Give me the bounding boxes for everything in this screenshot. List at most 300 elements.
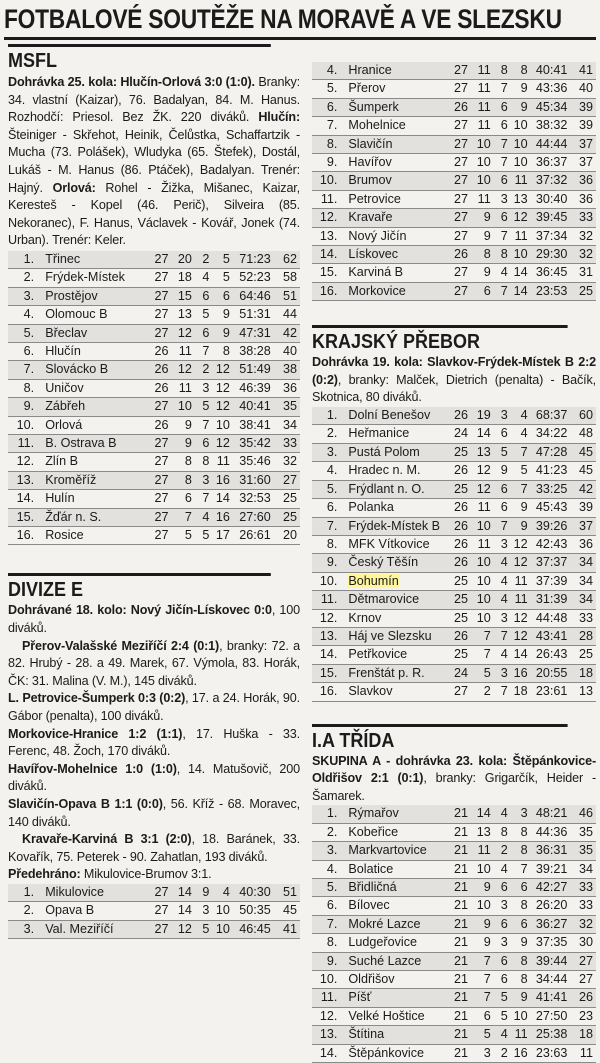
table-cell: 11.: [312, 190, 340, 208]
table-cell: 27:60: [233, 508, 274, 526]
table-cell: 6: [494, 499, 511, 517]
table-cell: 7: [494, 282, 511, 300]
team-name: Frýdek-Místek: [37, 269, 148, 287]
table-cell: 7.: [312, 117, 340, 135]
team-name: Petrovice: [340, 190, 448, 208]
table-cell: 27: [148, 251, 171, 269]
table-cell: 6: [494, 915, 511, 933]
table-cell: 4: [494, 591, 511, 609]
divize-standings-table-part1: [8, 884, 300, 939]
table-cell: 21: [448, 915, 471, 933]
table-cell: 9: [511, 934, 531, 952]
table-cell: 36: [570, 172, 596, 190]
table-cell: 23:63: [531, 1044, 571, 1062]
table-cell: 3: [494, 609, 511, 627]
table-cell: 8: [511, 952, 531, 970]
table-cell: 25: [570, 282, 596, 300]
report-text: , branky: Malček, Dietrich (penalta) - Bačík, Skotnica, 80 diváků.: [312, 372, 596, 405]
table-cell: 7.: [312, 517, 340, 535]
table-cell: 26: [448, 535, 471, 553]
table-cell: 36:27: [531, 915, 571, 933]
table-cell: 17: [212, 527, 232, 545]
team-name: Kroměříž: [37, 471, 148, 489]
match-report: [8, 866, 300, 884]
report-bold-text: Kravaře-Karviná B 3:1 (2:0): [22, 832, 192, 847]
table-row: [312, 462, 596, 480]
table-cell: 12: [511, 209, 531, 227]
table-cell: 52:23: [233, 269, 274, 287]
table-cell: 41: [570, 62, 596, 80]
table-cell: 44:36: [531, 823, 571, 841]
table-cell: 9: [471, 264, 494, 282]
table-cell: 23: [570, 1007, 596, 1025]
table-cell: 31:60: [233, 471, 274, 489]
table-row: [8, 490, 300, 508]
table-row: [8, 398, 300, 416]
team-name: Hradec n. M.: [340, 462, 448, 480]
page-headline: FOTBALOVÉ SOUTĚŽE NA MORAVĚ A VE SLEZSKU: [4, 4, 562, 34]
table-cell: 37:34: [531, 227, 571, 245]
table-cell: 10: [471, 572, 494, 590]
table-cell: 7: [195, 342, 213, 360]
divize-results: [8, 602, 300, 884]
table-cell: 34: [570, 860, 596, 878]
table-cell: 5: [212, 251, 232, 269]
table-cell: 5: [494, 443, 511, 461]
match-report: [8, 761, 300, 796]
table-cell: 26: [448, 554, 471, 572]
match-report: [8, 638, 300, 691]
table-cell: 40:30: [233, 884, 274, 902]
report-text: Rohel - Žižka, Mišanec, Kaizar, Keresteš - Kopel (46. Perič), Silveira (85. Nekoranec), F. Hanus, Václavek - Kovář, Jonek (74. Urban). Trenér: Keler.: [8, 180, 300, 248]
table-cell: 25: [448, 480, 471, 498]
table-cell: 15.: [8, 508, 37, 526]
table-cell: 31: [570, 264, 596, 282]
team-name: Zábřeh: [37, 398, 148, 416]
report-text: , 17. Huška - 33. Ferenc, 48. Žoch, 170 diváků.: [8, 726, 300, 759]
table-cell: 7: [511, 480, 531, 498]
match-report: [8, 726, 300, 761]
table-cell: 10: [212, 920, 232, 938]
table-row: [8, 902, 300, 920]
table-cell: 9: [471, 915, 494, 933]
table-cell: 9: [511, 80, 531, 98]
table-cell: 27: [448, 154, 471, 172]
table-cell: 27: [448, 683, 471, 701]
table-cell: 32: [570, 227, 596, 245]
table-cell: 2: [471, 683, 494, 701]
table-cell: 11: [511, 591, 531, 609]
table-cell: 7: [494, 227, 511, 245]
table-cell: 14: [511, 646, 531, 664]
table-cell: 12: [172, 361, 195, 379]
table-cell: 15.: [312, 664, 340, 682]
table-cell: 27: [570, 952, 596, 970]
table-cell: 29:30: [531, 246, 571, 264]
table-cell: 24: [448, 425, 471, 443]
table-cell: 6: [494, 172, 511, 190]
table-cell: 9: [212, 324, 232, 342]
table-cell: 37: [570, 135, 596, 153]
table-row: [312, 683, 596, 701]
table-cell: 38:28: [233, 342, 274, 360]
table-cell: 10: [471, 897, 494, 915]
table-cell: 5: [172, 527, 195, 545]
table-cell: 48:21: [531, 805, 571, 823]
table-cell: 39: [570, 499, 596, 517]
table-cell: 51: [274, 287, 300, 305]
table-row: [312, 805, 596, 823]
table-cell: 6: [494, 971, 511, 989]
table-row: [312, 135, 596, 153]
table-cell: 16.: [8, 527, 37, 545]
table-cell: 10: [471, 860, 494, 878]
table-row: [312, 952, 596, 970]
table-cell: 5: [494, 1007, 511, 1025]
table-cell: 24: [448, 664, 471, 682]
krajsky-report: [312, 354, 596, 407]
table-row: [8, 884, 300, 902]
table-cell: 8.: [8, 379, 37, 397]
table-cell: 10.: [8, 416, 37, 434]
report-text: Mikulovice-Brumov 3:1.: [80, 867, 212, 882]
table-cell: 14: [511, 282, 531, 300]
divize-title: DIVIZE E: [8, 573, 271, 602]
report-bold-text: Předehráno:: [8, 867, 81, 882]
match-report: [8, 796, 300, 831]
table-row: [312, 443, 596, 461]
table-cell: 30:40: [531, 190, 571, 208]
table-cell: 41:41: [531, 989, 571, 1007]
table-cell: 35: [274, 398, 300, 416]
table-row: [312, 480, 596, 498]
table-cell: 36:45: [531, 264, 571, 282]
table-cell: 21: [448, 971, 471, 989]
table-cell: 25: [448, 646, 471, 664]
table-cell: 7: [494, 627, 511, 645]
table-cell: 16: [212, 508, 232, 526]
table-cell: 9.: [312, 952, 340, 970]
table-cell: 14: [471, 425, 494, 443]
table-row: [312, 154, 596, 172]
table-cell: 40: [570, 80, 596, 98]
table-cell: 36: [274, 379, 300, 397]
table-cell: 6.: [8, 342, 37, 360]
table-cell: 11: [511, 572, 531, 590]
team-name: Frýdlant n. O.: [340, 480, 448, 498]
table-cell: 34: [570, 591, 596, 609]
team-name: Český Těšín: [340, 554, 448, 572]
table-cell: 34: [570, 554, 596, 572]
team-name: Brumov: [340, 172, 448, 190]
table-cell: 7: [494, 517, 511, 535]
table-cell: 7: [494, 135, 511, 153]
table-cell: 4.: [8, 306, 37, 324]
table-cell: 15: [172, 287, 195, 305]
table-row: [8, 920, 300, 938]
table-cell: 6: [494, 952, 511, 970]
table-cell: 11: [471, 80, 494, 98]
team-name: Břeclav: [37, 324, 148, 342]
team-name: Mohelnice: [340, 117, 448, 135]
table-cell: 42:27: [531, 878, 571, 896]
itrida-standings-table: [312, 805, 596, 1063]
table-cell: 32: [274, 453, 300, 471]
table-cell: 9: [471, 227, 494, 245]
table-row: [312, 842, 596, 860]
table-cell: 11.: [312, 989, 340, 1007]
table-cell: 11: [172, 342, 195, 360]
table-row: [312, 554, 596, 572]
table-row: [312, 517, 596, 535]
table-cell: 8: [195, 453, 213, 471]
table-cell: 27: [148, 398, 171, 416]
table-cell: 6: [494, 117, 511, 135]
team-name: Frenštát p. R.: [340, 664, 448, 682]
table-cell: 34:44: [531, 971, 571, 989]
table-cell: 1.: [312, 407, 340, 425]
table-cell: 36:31: [531, 842, 571, 860]
table-cell: 26: [148, 379, 171, 397]
table-cell: 33: [570, 609, 596, 627]
table-cell: 14: [172, 902, 195, 920]
table-row: [312, 915, 596, 933]
table-cell: 10: [471, 591, 494, 609]
table-cell: 33:25: [531, 480, 571, 498]
table-cell: 10: [511, 154, 531, 172]
table-cell: 21: [448, 823, 471, 841]
table-cell: 6: [172, 490, 195, 508]
table-cell: 62: [274, 251, 300, 269]
table-cell: 2: [195, 251, 213, 269]
team-name: Pustá Polom: [340, 443, 448, 461]
table-cell: 33: [570, 878, 596, 896]
table-cell: 7: [494, 154, 511, 172]
table-cell: 26: [448, 462, 471, 480]
table-cell: 7.: [312, 915, 340, 933]
table-cell: 3.: [312, 842, 340, 860]
team-name: Orlová: [37, 416, 148, 434]
table-cell: 12: [511, 554, 531, 572]
table-cell: 6: [471, 1007, 494, 1025]
table-cell: 10: [471, 517, 494, 535]
team-name: Zlín B: [37, 453, 148, 471]
table-cell: 26:61: [233, 527, 274, 545]
table-row: [312, 227, 596, 245]
team-name: Opava B: [37, 902, 148, 920]
table-cell: 3: [195, 379, 213, 397]
table-row: [312, 627, 596, 645]
report-text: , branky: Grigarčík, Heider - Šamarek.: [312, 771, 596, 803]
table-cell: 26:43: [531, 646, 571, 664]
table-cell: 35: [570, 842, 596, 860]
table-cell: 35:42: [233, 435, 274, 453]
table-cell: 20: [274, 527, 300, 545]
table-cell: 6: [471, 282, 494, 300]
table-cell: 32:53: [233, 490, 274, 508]
table-cell: 11: [471, 499, 494, 517]
table-cell: 39:44: [531, 952, 571, 970]
table-cell: 6: [511, 878, 531, 896]
table-cell: 9: [471, 934, 494, 952]
table-cell: 6: [494, 209, 511, 227]
team-name: Dětmarovice: [340, 591, 448, 609]
table-cell: 6.: [312, 499, 340, 517]
report-text: , 56. Kříž - 68. Moravec, 140 diváků.: [8, 796, 300, 829]
table-cell: 9.: [312, 154, 340, 172]
table-row: [312, 172, 596, 190]
table-row: [312, 971, 596, 989]
table-cell: 27: [570, 971, 596, 989]
table-cell: 4: [494, 572, 511, 590]
team-name: Třinec: [37, 251, 148, 269]
report-text: , 17. a 24. Horák, 90. Gábor (penalta), 100 diváků.: [8, 691, 300, 723]
team-name: Šumperk: [340, 98, 448, 116]
table-cell: 18: [172, 269, 195, 287]
table-cell: 18: [570, 1026, 596, 1044]
table-cell: 45: [570, 443, 596, 461]
table-cell: 12: [511, 535, 531, 553]
table-cell: 8.: [312, 135, 340, 153]
table-cell: 2.: [312, 425, 340, 443]
table-cell: 7: [471, 646, 494, 664]
table-cell: 33: [570, 209, 596, 227]
table-cell: 12: [511, 627, 531, 645]
table-cell: 27: [448, 117, 471, 135]
table-row: [8, 287, 300, 305]
report-bold-text: Hlučín:: [258, 110, 300, 125]
table-cell: 26:20: [531, 897, 571, 915]
match-report: [8, 831, 300, 866]
table-cell: 27: [148, 920, 171, 938]
table-cell: 10: [471, 135, 494, 153]
table-cell: 13: [172, 306, 195, 324]
table-cell: 20: [172, 251, 195, 269]
table-cell: 47:31: [233, 324, 274, 342]
team-name: Velké Hoštice: [340, 1007, 448, 1025]
table-cell: 21: [448, 952, 471, 970]
table-cell: 50:35: [233, 902, 274, 920]
table-cell: 21: [448, 805, 471, 823]
team-name: Polanka: [340, 499, 448, 517]
table-cell: 5: [494, 989, 511, 1007]
table-cell: 25:38: [531, 1026, 571, 1044]
table-cell: 27: [448, 62, 471, 80]
table-row: [312, 407, 596, 425]
table-cell: 26: [148, 416, 171, 434]
table-cell: 5: [195, 306, 213, 324]
table-cell: 10.: [312, 971, 340, 989]
table-cell: 5.: [8, 324, 37, 342]
table-cell: 36: [570, 190, 596, 208]
table-cell: 27: [448, 80, 471, 98]
table-cell: 7: [471, 627, 494, 645]
table-cell: 37:39: [531, 572, 571, 590]
table-row: [8, 435, 300, 453]
table-cell: 37:37: [531, 554, 571, 572]
table-cell: 21: [448, 878, 471, 896]
team-name: Štítina: [340, 1026, 448, 1044]
table-cell: 42: [274, 324, 300, 342]
table-cell: 10: [471, 609, 494, 627]
table-cell: 4: [494, 646, 511, 664]
table-cell: 27: [448, 135, 471, 153]
table-cell: 2: [494, 1044, 511, 1062]
table-cell: 12.: [312, 1007, 340, 1025]
itrida-title: I.A TŘÍDA: [312, 724, 568, 753]
table-cell: 2: [195, 361, 213, 379]
table-row: [312, 1026, 596, 1044]
table-cell: 25: [448, 572, 471, 590]
table-cell: 4.: [312, 860, 340, 878]
table-row: [8, 527, 300, 545]
table-cell: 6: [494, 878, 511, 896]
table-cell: 13: [511, 190, 531, 208]
table-cell: 16: [212, 471, 232, 489]
match-report: [8, 690, 300, 725]
table-cell: 68:37: [531, 407, 571, 425]
table-cell: 37:35: [531, 934, 571, 952]
table-cell: 8: [494, 823, 511, 841]
table-cell: 26: [448, 407, 471, 425]
table-cell: 21: [448, 1007, 471, 1025]
table-cell: 3: [494, 897, 511, 915]
table-cell: 2: [494, 842, 511, 860]
table-cell: 12: [212, 398, 232, 416]
table-cell: 7: [195, 490, 213, 508]
table-cell: 14: [511, 264, 531, 282]
report-bold-text: Přerov-Valašské Meziříčí 2:4 (0:1): [22, 638, 220, 653]
msfl-report: [8, 74, 300, 250]
table-cell: 3: [494, 190, 511, 208]
table-cell: 8: [172, 453, 195, 471]
table-cell: 3: [494, 934, 511, 952]
table-cell: 7: [471, 971, 494, 989]
table-cell: 27:50: [531, 1007, 571, 1025]
table-row: [8, 306, 300, 324]
table-row: [8, 471, 300, 489]
team-name: Petřkovice: [340, 646, 448, 664]
table-cell: 2.: [312, 823, 340, 841]
table-cell: 27: [448, 282, 471, 300]
team-name: Slovácko B: [37, 361, 148, 379]
team-name: Háj ve Slezsku: [340, 627, 448, 645]
table-cell: 11.: [312, 591, 340, 609]
table-cell: 8: [172, 471, 195, 489]
team-name: Píšť: [340, 989, 448, 1007]
table-cell: 45: [274, 902, 300, 920]
table-row: [8, 251, 300, 269]
table-cell: 11: [172, 379, 195, 397]
table-cell: 11.: [8, 435, 37, 453]
table-cell: 9: [195, 884, 213, 902]
table-row: [312, 282, 596, 300]
table-cell: 21: [448, 1044, 471, 1062]
table-cell: 27: [148, 490, 171, 508]
table-cell: 5.: [312, 480, 340, 498]
table-cell: 20:55: [531, 664, 571, 682]
table-cell: 9: [471, 878, 494, 896]
table-cell: 3: [494, 664, 511, 682]
itrida-report: [312, 753, 596, 806]
team-name: MFK Vítkovice: [340, 535, 448, 553]
table-cell: 26: [448, 98, 471, 116]
table-cell: 37: [570, 154, 596, 172]
table-cell: 33: [570, 897, 596, 915]
team-name: B. Ostrava B: [37, 435, 148, 453]
table-cell: 16.: [312, 282, 340, 300]
table-cell: 19: [471, 407, 494, 425]
